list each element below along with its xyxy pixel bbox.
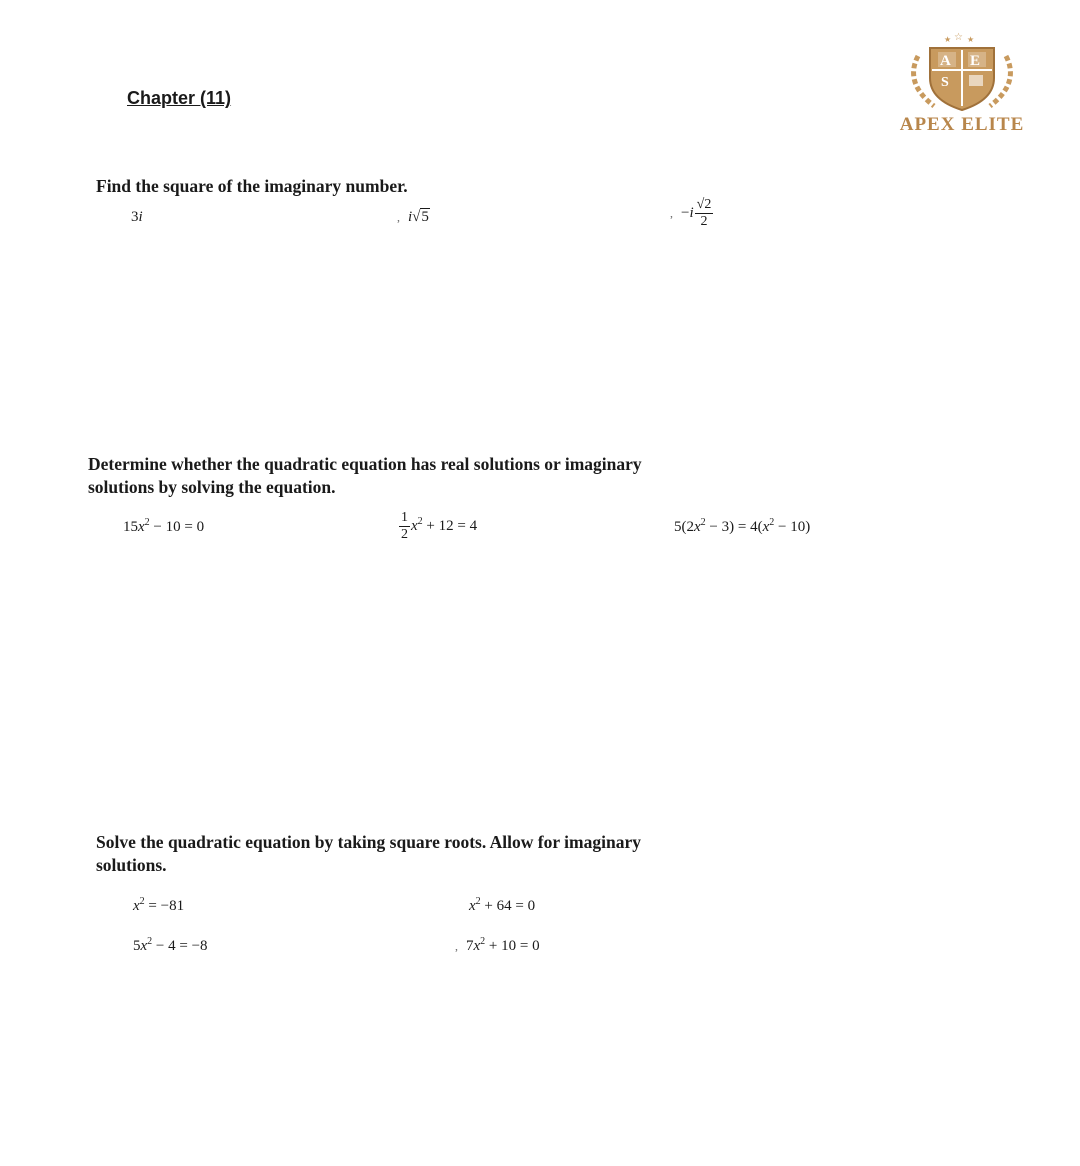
logo-name: APEX ELITE <box>899 114 1025 135</box>
section2-instruction: Determine whether the quadratic equation has real solutions or imaginary solutions by solving the equation. <box>88 454 642 497</box>
logo-letter-s: S <box>941 75 949 90</box>
problem-3c: $5x^2 - 4 = -8$ <box>133 936 208 954</box>
problem-2b: $\frac{1}{2}$ $x^2 + 12 = 4$ <box>401 510 478 542</box>
problem-2a: $15x^2 - 10 = 0$ <box>123 517 205 535</box>
svg-text:★: ★ <box>967 35 975 44</box>
section3-instruction: Solve the quadratic equation by taking square roots. Allow for imaginary solutions. <box>96 832 641 875</box>
problem-3a: $x^2 = -81$ <box>133 896 185 914</box>
problem-1c: , −i $\frac{√2}{2}$ <box>670 197 712 229</box>
svg-text:★: ★ <box>944 35 952 44</box>
problem-3b: $x^2 + 64 = 0$ <box>469 896 536 914</box>
logo-shield-icon <box>874 28 1050 116</box>
chapter-title: Chapter (11) <box>127 88 232 108</box>
problem-3d: , $7x^2 + 10 = 0$ <box>455 936 540 954</box>
apex-elite-logo <box>874 28 1050 140</box>
problem-2c: $5(2x^2 - 3) = 4(x^2 - 10)$ <box>674 517 811 535</box>
logo-letter-a: A <box>940 53 951 69</box>
problem-1b: , i√5 <box>397 209 429 225</box>
problem-1a: 3i <box>131 209 143 225</box>
svg-text:☆: ☆ <box>954 32 963 43</box>
section1-instruction: Find the square of the imaginary number. <box>96 176 408 196</box>
logo-letter-e: E <box>970 53 981 69</box>
